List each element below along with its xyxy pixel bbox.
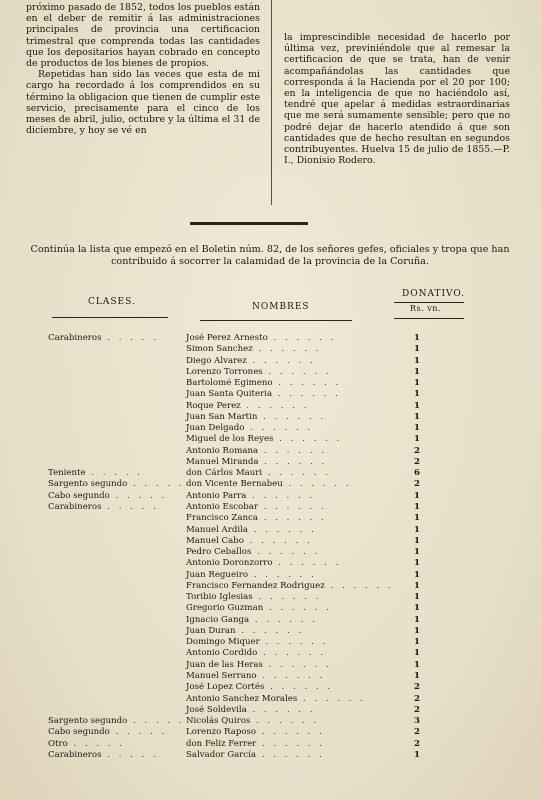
row-donativo: 1 [414, 569, 420, 580]
row-nombre: Juan San Martin . . . . . . [186, 411, 327, 422]
row-nombre: Miguel de los Reyes . . . . . . [186, 434, 343, 445]
table-row [0, 727, 542, 738]
row-nombre: Juan Delgado . . . . . . [186, 423, 314, 434]
table-row [0, 615, 542, 626]
table-row [0, 570, 542, 581]
row-donativo: 1 [414, 558, 420, 569]
row-donativo: 2 [414, 682, 420, 693]
row-nombre: Nicolás Quiros . . . . . . [186, 716, 320, 727]
row-nombre: José Lopez Cortés . . . . . . [186, 682, 334, 693]
table-row [0, 547, 542, 558]
row-donativo: 1 [414, 389, 420, 400]
row-nombre: José Soldevila . . . . . . [186, 704, 316, 715]
row-donativo: 1 [414, 344, 420, 355]
row-donativo: 2 [414, 704, 420, 715]
table-row [0, 412, 542, 423]
table-row [0, 333, 542, 344]
row-nombre: Antonio Doronzorro . . . . . . [186, 558, 342, 569]
row-nombre: Antonio Parra . . . . . . [186, 490, 316, 501]
table-row [0, 626, 542, 637]
table-row [0, 682, 542, 693]
row-donativo: 1 [414, 535, 420, 546]
row-donativo: 1 [414, 400, 420, 411]
row-donativo: 2 [414, 727, 420, 738]
table-row [0, 648, 542, 659]
donor-list [0, 333, 542, 761]
row-nombre: Gregorio Guzman . . . . . . [186, 603, 333, 614]
row-donativo: 1 [414, 513, 420, 524]
row-clase: Otro . . . . . [48, 738, 126, 749]
row-donativo: 1 [414, 592, 420, 603]
table-row [0, 479, 542, 490]
row-donativo: 1 [414, 637, 420, 648]
table-row [0, 592, 542, 603]
row-donativo: 1 [414, 490, 420, 501]
table-row [0, 739, 542, 750]
column-divider [271, 0, 272, 205]
row-nombre: Juan de las Heras . . . . . . [186, 659, 332, 670]
row-donativo: 1 [414, 434, 420, 445]
row-nombre: José Perez Arnesto . . . . . . [186, 333, 337, 343]
row-nombre: Manuel Cabo . . . . . . [186, 535, 313, 546]
row-donativo: 2 [414, 445, 420, 456]
rule-clases [52, 317, 168, 318]
rule-donativo-bottom [394, 318, 464, 319]
row-donativo: 1 [414, 625, 420, 636]
row-donativo: 3 [414, 716, 420, 727]
row-donativo: 2 [414, 456, 420, 467]
row-donativo: 1 [414, 659, 420, 670]
table-row [0, 671, 542, 682]
table-row [0, 401, 542, 412]
table-row [0, 356, 542, 367]
row-donativo: 1 [414, 411, 420, 422]
table-row [0, 558, 542, 569]
row-nombre: Toribio Iglesias . . . . . . [186, 592, 322, 603]
row-clase: Sargento segundo . . . . . [48, 479, 185, 490]
row-donativo: 2 [414, 479, 420, 490]
table-row [0, 457, 542, 468]
table-row [0, 705, 542, 716]
left-paragraph-2: Repetidas han sido las veces que esta de mi cargo ha recordado á los comprendidos en su término la obligacion que tienen de cumplir este servicio, precisamente para el cinco de los meses de abril, julio, octubre y la última el 31 de diciembre, y hoy se vé en [26, 69, 260, 137]
row-nombre: Antonio Cordido . . . . . . [186, 648, 327, 659]
table-row [0, 423, 542, 434]
row-nombre: Antonio Sanchez Morales . . . . . . [186, 693, 367, 704]
row-nombre: Ignacio Ganga . . . . . . [186, 614, 318, 625]
row-donativo: 1 [414, 580, 420, 591]
row-donativo: 1 [414, 648, 420, 659]
table-row [0, 502, 542, 513]
left-paragraph-1: próximo pasado de 1852, todos los pueblos están en el deber de remitir á las administraciones principales de provincia una certificacion trimestral que comprenda todas las cantidades que los depositarios hayan cobrado en concepto de productos de los bienes de propios. [26, 2, 260, 70]
row-donativo: 1 [414, 547, 420, 558]
table-row [0, 434, 542, 445]
row-donativo: 1 [414, 524, 420, 535]
row-donativo: 1 [414, 670, 420, 681]
table-row [0, 536, 542, 547]
table-row [0, 367, 542, 378]
table-row [0, 525, 542, 536]
row-nombre: Bartolomé Egimeno . . . . . . [186, 378, 342, 389]
table-row [0, 491, 542, 502]
row-donativo: 6 [414, 468, 420, 479]
row-nombre: Pedro Ceballos . . . . . . [186, 547, 321, 558]
row-nombre: Francisco Zanca . . . . . . [186, 513, 327, 524]
row-nombre: Salvador García . . . . . . [186, 749, 325, 760]
row-donativo: 2 [414, 693, 420, 704]
section-separator [190, 222, 308, 225]
row-nombre: Roque Perez . . . . . . [186, 400, 310, 411]
row-nombre: Manuel Miranda . . . . . . [186, 456, 328, 467]
row-nombre: Antonio Romana . . . . . . [186, 445, 327, 456]
row-donativo: 2 [414, 738, 420, 749]
table-row [0, 446, 542, 457]
rule-nombres [200, 320, 352, 321]
row-clase: Cabo segundo . . . . . [48, 727, 168, 738]
row-nombre: don Cárlos Mauri . . . . . . [186, 468, 331, 479]
header-clases: CLASES. [88, 297, 136, 307]
row-donativo: 1 [414, 355, 420, 366]
row-nombre: Simon Sanchez . . . . . . [186, 344, 322, 355]
right-paragraph: la imprescindible necesidad de hacerlo por última vez, previniéndole que al remesar la certificacion de que se trata, han de venir acompañándolas las cantidades que corresponda á la Hacienda por el 20 por 100; en la inteligencia de que no haciéndolo así, tendré que apelar á medidas estraordinarias que me será sumamente sensible; pero que no podré dejar de hacerlo atendido á que son cantidades que de hecho resultan en segundos contribuyentes. Huelva 15 de julio de 1855.—P. I., Dionisio Rodero. [284, 32, 510, 167]
row-donativo: 1 [414, 378, 420, 389]
row-donativo: 1 [414, 366, 420, 377]
header-rs: Rs. vn. [410, 304, 441, 313]
table-row [0, 716, 542, 727]
table-row [0, 513, 542, 524]
row-nombre: Antonio Escobar . . . . . . [186, 501, 327, 512]
row-nombre: Francisco Fernandez Rodriguez . . . . . . [186, 580, 394, 591]
row-clase: Sargento segundo . . . . . [48, 716, 185, 727]
table-row [0, 750, 542, 761]
row-clase: Teniente . . . . . [48, 468, 143, 479]
row-clase: Carabineros . . . . . [48, 333, 159, 343]
row-donativo: 1 [414, 501, 420, 512]
row-donativo: 1 [414, 749, 420, 760]
row-donativo: 1 [414, 603, 420, 614]
row-nombre: Domingo Miquer . . . . . . [186, 637, 329, 648]
table-row [0, 581, 542, 592]
row-nombre: Juan Santa Quiteria . . . . . . [186, 389, 341, 400]
row-nombre: Manuel Ardila . . . . . . [186, 524, 317, 535]
row-nombre: Manuel Serrano . . . . . . [186, 670, 326, 681]
row-nombre: Diego Alvarez . . . . . . [186, 355, 316, 366]
row-nombre: Juan Duran . . . . . . [186, 625, 305, 636]
list-intro: Continúa la lista que empezó en el Boletin núm. 82, de los señores gefes, oficiales y tropa que han contribuido á socorrer la calamidad de la provincia de la Coruña. [30, 244, 510, 267]
table-row [0, 468, 542, 479]
row-nombre: Lorenzo Raposo . . . . . . [186, 727, 325, 738]
table-row [0, 389, 542, 400]
row-donativo: 1 [414, 423, 420, 434]
table-row [0, 694, 542, 705]
table-row [0, 637, 542, 648]
table-row [0, 603, 542, 614]
table-row [0, 378, 542, 389]
row-donativo: 1 [414, 333, 420, 343]
row-nombre: Lorenzo Torrones . . . . . . [186, 366, 332, 377]
row-nombre: Juan Regueiro . . . . . . [186, 569, 317, 580]
row-clase: Carabineros . . . . . [48, 501, 159, 512]
header-nombres: NOMBRES [252, 302, 310, 312]
table-row [0, 660, 542, 671]
rule-donativo-top [394, 302, 464, 303]
row-nombre: don Vicente Bernabeu . . . . . . [186, 479, 352, 490]
right-column [284, 32, 510, 166]
table-row [0, 344, 542, 355]
row-nombre: don Feliz Ferrer . . . . . . [186, 738, 326, 749]
left-column [26, 2, 260, 136]
header-donativo: DONATIVO. [402, 289, 466, 299]
row-clase: Carabineros . . . . . [48, 749, 159, 760]
row-donativo: 1 [414, 614, 420, 625]
row-clase: Cabo segundo . . . . . [48, 490, 168, 501]
